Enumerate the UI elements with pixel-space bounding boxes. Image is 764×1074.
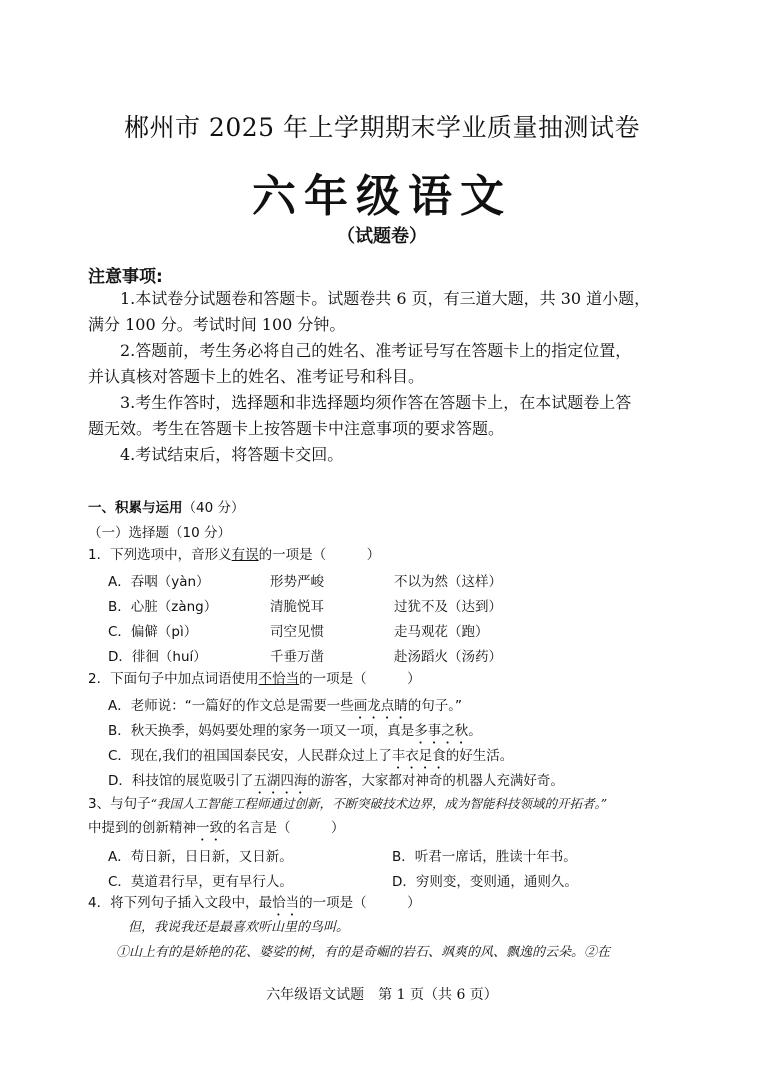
q1-option-c-col-1: C．偏僻（pì） <box>108 624 198 640</box>
q1-option-b <box>108 595 688 617</box>
q4-stem-post: 的一项是（ ） <box>299 895 421 911</box>
q2-option-a <box>108 694 462 722</box>
q2-option-c-post: 的好生活。 <box>445 748 514 764</box>
q3-option-d: D．穷则变，变则通，通则久。 <box>392 874 578 890</box>
q3-option-b: B．听君一席话，胜读十年书。 <box>392 849 577 865</box>
q2-option-d-dotted: 五湖四海 <box>253 773 308 789</box>
q1-option-d <box>108 645 688 667</box>
q2-option-d-post: 的游客，大家都对神奇的机器人充满好奇。 <box>307 773 564 789</box>
section-1-sub-title: （一）选择题（10 分） <box>88 525 231 541</box>
q4-passage: ①山上有的是娇艳的花、婆娑的树，有的是奇崛的岩石、飒爽的风、飘逸的云朵。②在 <box>116 945 611 960</box>
q3-stem-quote: “我国人工智能工程师通过创新，不断突破技术边界，成为智能科技领域的开拓者。” <box>150 796 608 811</box>
notice-item-2-line-1: 2.答题前，考生务必将自己的姓名、准考证号写在答题卡上的指定位置， <box>120 341 632 360</box>
q1-option-d-col-1: D．徘徊（huí） <box>108 649 207 665</box>
q1-option-b-col-1: B．心脏（zàng） <box>108 599 218 615</box>
q2-option-c-pre: C．现在,我们的祖国国泰民安，人民群众过上了 <box>108 748 392 764</box>
q2-option-a-pre: A．老师说：“一篇好的作文总是需要一些 <box>108 698 354 714</box>
notice-item-1-line-1: 1.本试卷分试题卷和答题卡。试题卷共 6 页，有三道大题，共 30 道小题， <box>120 289 651 308</box>
q3-stem-line-1 <box>88 794 698 814</box>
q2-option-b-pre: B．秋天换季，妈妈要处理的家务一项又一项，真是 <box>108 723 415 739</box>
q1-option-a <box>108 570 688 592</box>
q1-option-d-col-3: 赴汤蹈火（汤药） <box>394 649 502 665</box>
q3-stem-pre: 3、与句子 <box>88 796 151 812</box>
q1-option-a-col-2: 形势严峻 <box>270 574 324 590</box>
q2-stem-emphasis: 不恰当 <box>258 671 300 687</box>
notice-item-3-line-2: 题无效。考生在答题卡上按答题卡中注意事项的要求答题。 <box>88 419 505 438</box>
q2-option-b-dotted: 多事之秋 <box>414 723 469 739</box>
notice-item-2-line-2: 并认真核对答题卡上的姓名、准考证号和科目。 <box>88 367 425 386</box>
notice-heading: 注意事项: <box>88 267 163 287</box>
q3-stem-line-2-pre: 中提到的创新精神 <box>88 820 196 836</box>
q2-option-a-post: 的句子。” <box>407 698 462 714</box>
notice-item-1 <box>88 286 688 338</box>
q1-stem <box>88 545 698 565</box>
page-footer: 六年级语文试题 第 1 页（共 6 页） <box>266 987 498 1003</box>
q2-option-a-dotted: 画龙点睛 <box>353 698 408 714</box>
notice-item-3-line-1: 3.考生作答时，选择题和非选择题均须作答在答题卡上，在本试题卷上答 <box>120 393 632 412</box>
q2-option-d <box>108 769 564 797</box>
notice-item-2 <box>88 338 688 390</box>
q4-stem-emphasis: 恰当 <box>272 895 300 911</box>
q3-stem-line-2-post: 的名言是（ ） <box>223 820 345 836</box>
q2-option-d-pre: D．科技馆的展览吸引了 <box>108 773 254 789</box>
q2-option-c <box>108 744 513 772</box>
notice-item-1-line-2: 满分 100 分。考试时间 100 分钟。 <box>88 315 346 334</box>
q4-insert-sentence: 但，我说我还是最喜欢听山里的鸟叫。 <box>128 920 350 935</box>
section-1-points: （40 分） <box>182 500 245 516</box>
section-1-title <box>88 496 244 516</box>
q2-option-b <box>108 719 482 747</box>
q3-stem-dotted: 一致 <box>196 820 223 836</box>
q1-stem-post: 的一项是（ ） <box>258 547 381 563</box>
q1-stem-emphasis: 有误 <box>231 547 259 563</box>
q1-option-a-col-3: 不以为然（这样） <box>394 574 502 590</box>
q1-option-b-col-2: 清脆悦耳 <box>270 599 324 615</box>
q3-option-c: C．莫道君行早，更有早行人。 <box>108 874 293 890</box>
q2-stem-pre: 2．下面句子中加点词语使用 <box>88 671 259 687</box>
exam-title: 郴州市 2025 年上学期期末学业质量抽测试卷 <box>123 113 641 142</box>
q1-option-b-col-3: 过犹不及（达到） <box>394 599 502 615</box>
section-1-name: 一、积累与运用 <box>88 500 183 516</box>
paper-label: （试题卷） <box>337 226 427 247</box>
q4-stem-pre: 4．将下列句子插入文段中，最 <box>88 895 273 911</box>
q2-stem-post: 的一项是（ ） <box>299 671 421 687</box>
notice-item-3 <box>88 390 688 442</box>
q2-stem <box>88 669 698 689</box>
subject-title: 六年级语文 <box>252 171 512 222</box>
q4-stem <box>88 893 698 919</box>
q3-option-a: A．苟日新，日日新，又日新。 <box>108 849 293 865</box>
q1-option-c <box>108 620 688 642</box>
q1-option-d-col-2: 千垂万凿 <box>270 649 324 665</box>
q1-option-c-col-2: 司空见惯 <box>270 624 324 640</box>
notice-item-4 <box>88 442 688 468</box>
q2-option-c-dotted: 丰衣足食 <box>391 748 446 764</box>
q1-option-c-col-3: 走马观花（跑） <box>394 624 489 640</box>
q3-stem-line-2 <box>88 818 698 844</box>
q1-option-a-col-1: A．吞咽（yàn） <box>108 574 210 590</box>
q2-option-b-post: 。 <box>468 723 482 739</box>
notice-item-4-line-1: 4.考试结束后，将答题卡交回。 <box>120 445 344 464</box>
q1-stem-pre: 1．下列选项中，音形义 <box>88 547 232 563</box>
